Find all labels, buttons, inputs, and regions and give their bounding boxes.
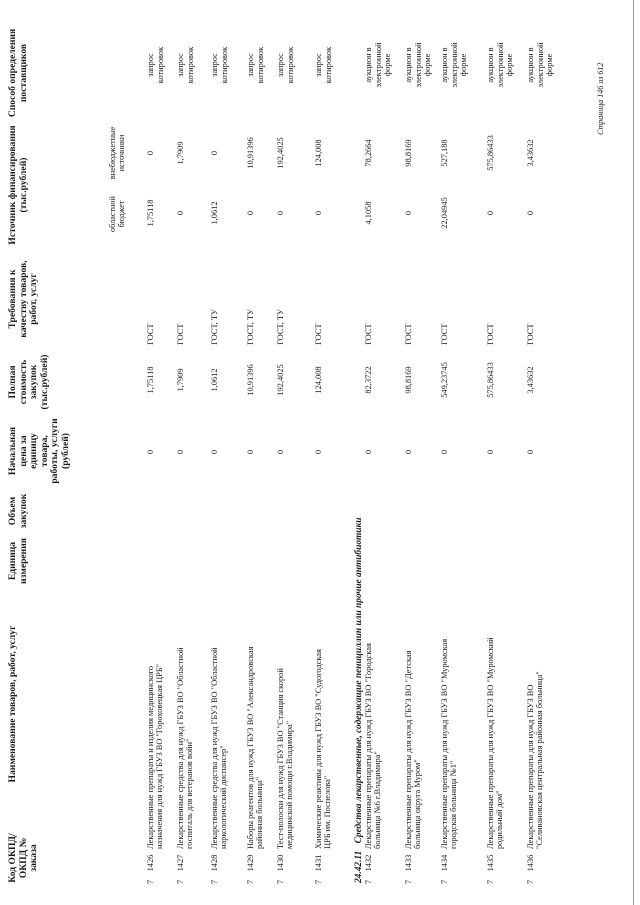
cell-unit-price: 0 xyxy=(146,449,155,455)
cell-total-cost: 1,7909 xyxy=(176,368,185,392)
cell-order-number: 1426 xyxy=(146,854,155,872)
header-kod: Код ОКПД/ ОКПД № заказа xyxy=(7,833,40,883)
cell-regional-budget: 0 xyxy=(276,210,285,216)
cell-kod: 7 xyxy=(364,879,373,885)
cell-regional-budget: 0 xyxy=(314,210,323,216)
cell-kod: 7 xyxy=(440,879,449,885)
cell-quality: ГОСТ, ТУ xyxy=(210,309,219,345)
cell-regional-budget: 0 xyxy=(176,210,185,216)
cell-quality: ГОСТ xyxy=(314,323,323,345)
cell-method: аукцион в электронной форме xyxy=(526,42,555,88)
cell-item-name: Лекарственные препараты для нужд ГБУЗ ВО "Городская больница №6 г.Владимира" xyxy=(364,643,383,849)
cell-item-name: Тест-полоски для нужд ГБУЗ ВО "Станция скорой медицинской помощи г.Владимира" xyxy=(276,668,295,849)
cell-total-cost: 549,23745 xyxy=(440,362,449,398)
cell-total-cost: 82,3722 xyxy=(364,366,373,394)
cell-total-cost: 575,86433 xyxy=(486,362,495,398)
cell-extrabudget: 10,91396 xyxy=(246,137,255,169)
cell-regional-budget: 0 xyxy=(246,210,255,216)
cell-order-number: 1431 xyxy=(314,854,323,872)
cell-quality: ГОСТ xyxy=(146,323,155,345)
cell-extrabudget: 0 xyxy=(210,150,219,156)
cell-total-cost: 1,0612 xyxy=(210,368,219,392)
cell-item-name: Лекарственные средства для нужд ГБУЗ ВО "Областной госпиталь для ветеранов войн" xyxy=(176,647,195,849)
cell-item-name: Лекарственные препараты для нужд ГБУЗ ВО "Селивановская центральная районная больница" xyxy=(526,671,545,849)
scan-edge-line xyxy=(633,0,634,905)
cell-total-cost: 1,75118 xyxy=(146,366,155,394)
cell-order-number: 1428 xyxy=(210,854,219,872)
cell-method: аукцион в электронной форме xyxy=(364,42,393,88)
cell-total-cost: 124,008 xyxy=(314,366,323,394)
cell-total-cost: 98,8169 xyxy=(404,366,413,394)
cell-method: аукцион в электронной форме xyxy=(440,42,469,88)
cell-extrabudget: 192,4025 xyxy=(276,137,285,169)
cell-extrabudget: 527,188 xyxy=(440,139,449,167)
header-method: Способ определения поставщиков xyxy=(7,28,29,118)
cell-quality: ГОСТ xyxy=(364,323,373,345)
cell-method: запрос котировок xyxy=(146,46,165,84)
cell-kod: 7 xyxy=(210,879,219,885)
cell-kod: 7 xyxy=(314,879,323,885)
cell-quality: ГОСТ, ТУ xyxy=(246,309,255,345)
cell-method: запрос котировок xyxy=(276,46,295,84)
cell-kod: 7 xyxy=(146,879,155,885)
cell-order-number: 1433 xyxy=(404,854,413,872)
page-number: Страница 146 из 612 xyxy=(596,62,605,135)
cell-method: аукцион в электронной форме xyxy=(404,42,433,88)
cell-unit-price: 0 xyxy=(404,449,413,455)
cell-extrabudget: 3,43632 xyxy=(526,139,535,167)
cell-regional-budget: 4,1058 xyxy=(364,201,373,225)
cell-quality: ГОСТ xyxy=(440,323,449,345)
cell-method: запрос котировок xyxy=(246,46,265,84)
cell-total-cost: 192,4025 xyxy=(276,364,285,396)
cell-order-number: 1430 xyxy=(276,854,285,872)
cell-regional-budget: 0 xyxy=(486,210,495,216)
cell-order-number: 1435 xyxy=(486,854,495,872)
cell-order-number: 1436 xyxy=(526,854,535,872)
cell-item-name: Химические реактивы для нужд ГБУЗ ВО "Судогодская ЦРБ им. Поспелова" xyxy=(314,649,333,849)
header-quality: Требования к качеству товаров, работ, услуг xyxy=(7,260,40,338)
cell-extrabudget: 575,86433 xyxy=(486,135,495,171)
header-name: Наименование товаров, работ, услуг xyxy=(7,625,18,783)
cell-unit-price: 0 xyxy=(210,449,219,455)
cell-regional-budget: 1,0612 xyxy=(210,201,219,225)
cell-total-cost: 3,43632 xyxy=(526,366,535,394)
cell-unit-price: 0 xyxy=(246,449,255,455)
cell-item-name: Лекарственные средства для нужд ГБУЗ ВО "Областной наркологический диспансер" xyxy=(210,647,229,849)
header-finance-extra: внебюджетные источники xyxy=(108,126,127,180)
header-finance: Источник финансирования (тыс.рублей) xyxy=(7,125,29,245)
cell-method: аукцион в электронной форме xyxy=(486,42,515,88)
cell-unit-price: 0 xyxy=(276,449,285,455)
cell-total-cost: 10,91396 xyxy=(246,364,255,396)
cell-method: запрос котировок xyxy=(210,46,229,84)
cell-item-name: Лекарственные препараты для нужд ГБУЗ ВО "Муромский родильный дом" xyxy=(486,637,505,849)
cell-unit-price: 0 xyxy=(486,449,495,455)
cell-order-number: 1427 xyxy=(176,854,185,872)
cell-order-number: 1434 xyxy=(440,854,449,872)
cell-unit-price: 0 xyxy=(526,449,535,455)
cell-quality: ГОСТ xyxy=(176,323,185,345)
cell-kod: 7 xyxy=(276,879,285,885)
cell-quality: ГОСТ xyxy=(526,323,535,345)
header-volume: Объем закупок xyxy=(7,493,29,529)
header-total: Полная стоимость закупок (тыс.рублей) xyxy=(7,354,50,410)
cell-kod: 7 xyxy=(486,879,495,885)
header-price: Начальная цена за единицу товара, работы, услуги (рублей) xyxy=(7,418,71,484)
cell-kod: 7 xyxy=(526,879,535,885)
cell-extrabudget: 124,008 xyxy=(314,139,323,167)
section-title: Средства лекарственные, содержащие пенициллин или прочие антибиотики xyxy=(354,517,364,844)
header-finance-budget: областной бюджет xyxy=(108,196,127,232)
cell-unit-price: 0 xyxy=(440,449,449,455)
cell-kod: 7 xyxy=(176,879,185,885)
cell-method: запрос котировок xyxy=(314,46,333,84)
cell-kod: 7 xyxy=(246,879,255,885)
cell-order-number: 1429 xyxy=(246,854,255,872)
cell-method: запрос котировок xyxy=(176,46,195,84)
cell-extrabudget: 1,7909 xyxy=(176,141,185,165)
cell-extrabudget: 0 xyxy=(146,150,155,156)
cell-order-number: 1432 xyxy=(364,854,373,872)
cell-regional-budget: 0 xyxy=(404,210,413,216)
cell-quality: ГОСТ xyxy=(486,323,495,345)
cell-quality: ГОСТ xyxy=(404,323,413,345)
cell-unit-price: 0 xyxy=(176,449,185,455)
cell-item-name: Лекарственные препараты для нужд ГБУЗ ВО "Детская больница округа Муром" xyxy=(404,650,423,849)
cell-extrabudget: 98,8169 xyxy=(404,139,413,167)
cell-regional-budget: 22,04945 xyxy=(440,197,449,229)
cell-kod: 7 xyxy=(404,879,413,885)
cell-unit-price: 0 xyxy=(364,449,373,455)
cell-regional-budget: 1,75118 xyxy=(146,199,155,227)
cell-unit-price: 0 xyxy=(314,449,323,455)
section-code: 24.42.11 xyxy=(354,850,364,883)
cell-item-name: Лекарственные препараты для нужд ГБУЗ ВО "Муромская городская больница №1" xyxy=(440,638,459,849)
cell-item-name: Наборы реагентов для нужд ГБУЗ ВО "Александровская районная больница" xyxy=(246,646,265,849)
cell-extrabudget: 78,2664 xyxy=(364,139,373,167)
cell-regional-budget: 0 xyxy=(526,210,535,216)
cell-quality: ГОСТ, ТУ xyxy=(276,309,285,345)
header-unit: Единица измерения xyxy=(7,538,29,584)
cell-item-name: Лекарственные препараты и изделия медицинского назначения для нужд ГБУЗ ВО "Гороховецкая ЦРБ" xyxy=(146,663,165,849)
